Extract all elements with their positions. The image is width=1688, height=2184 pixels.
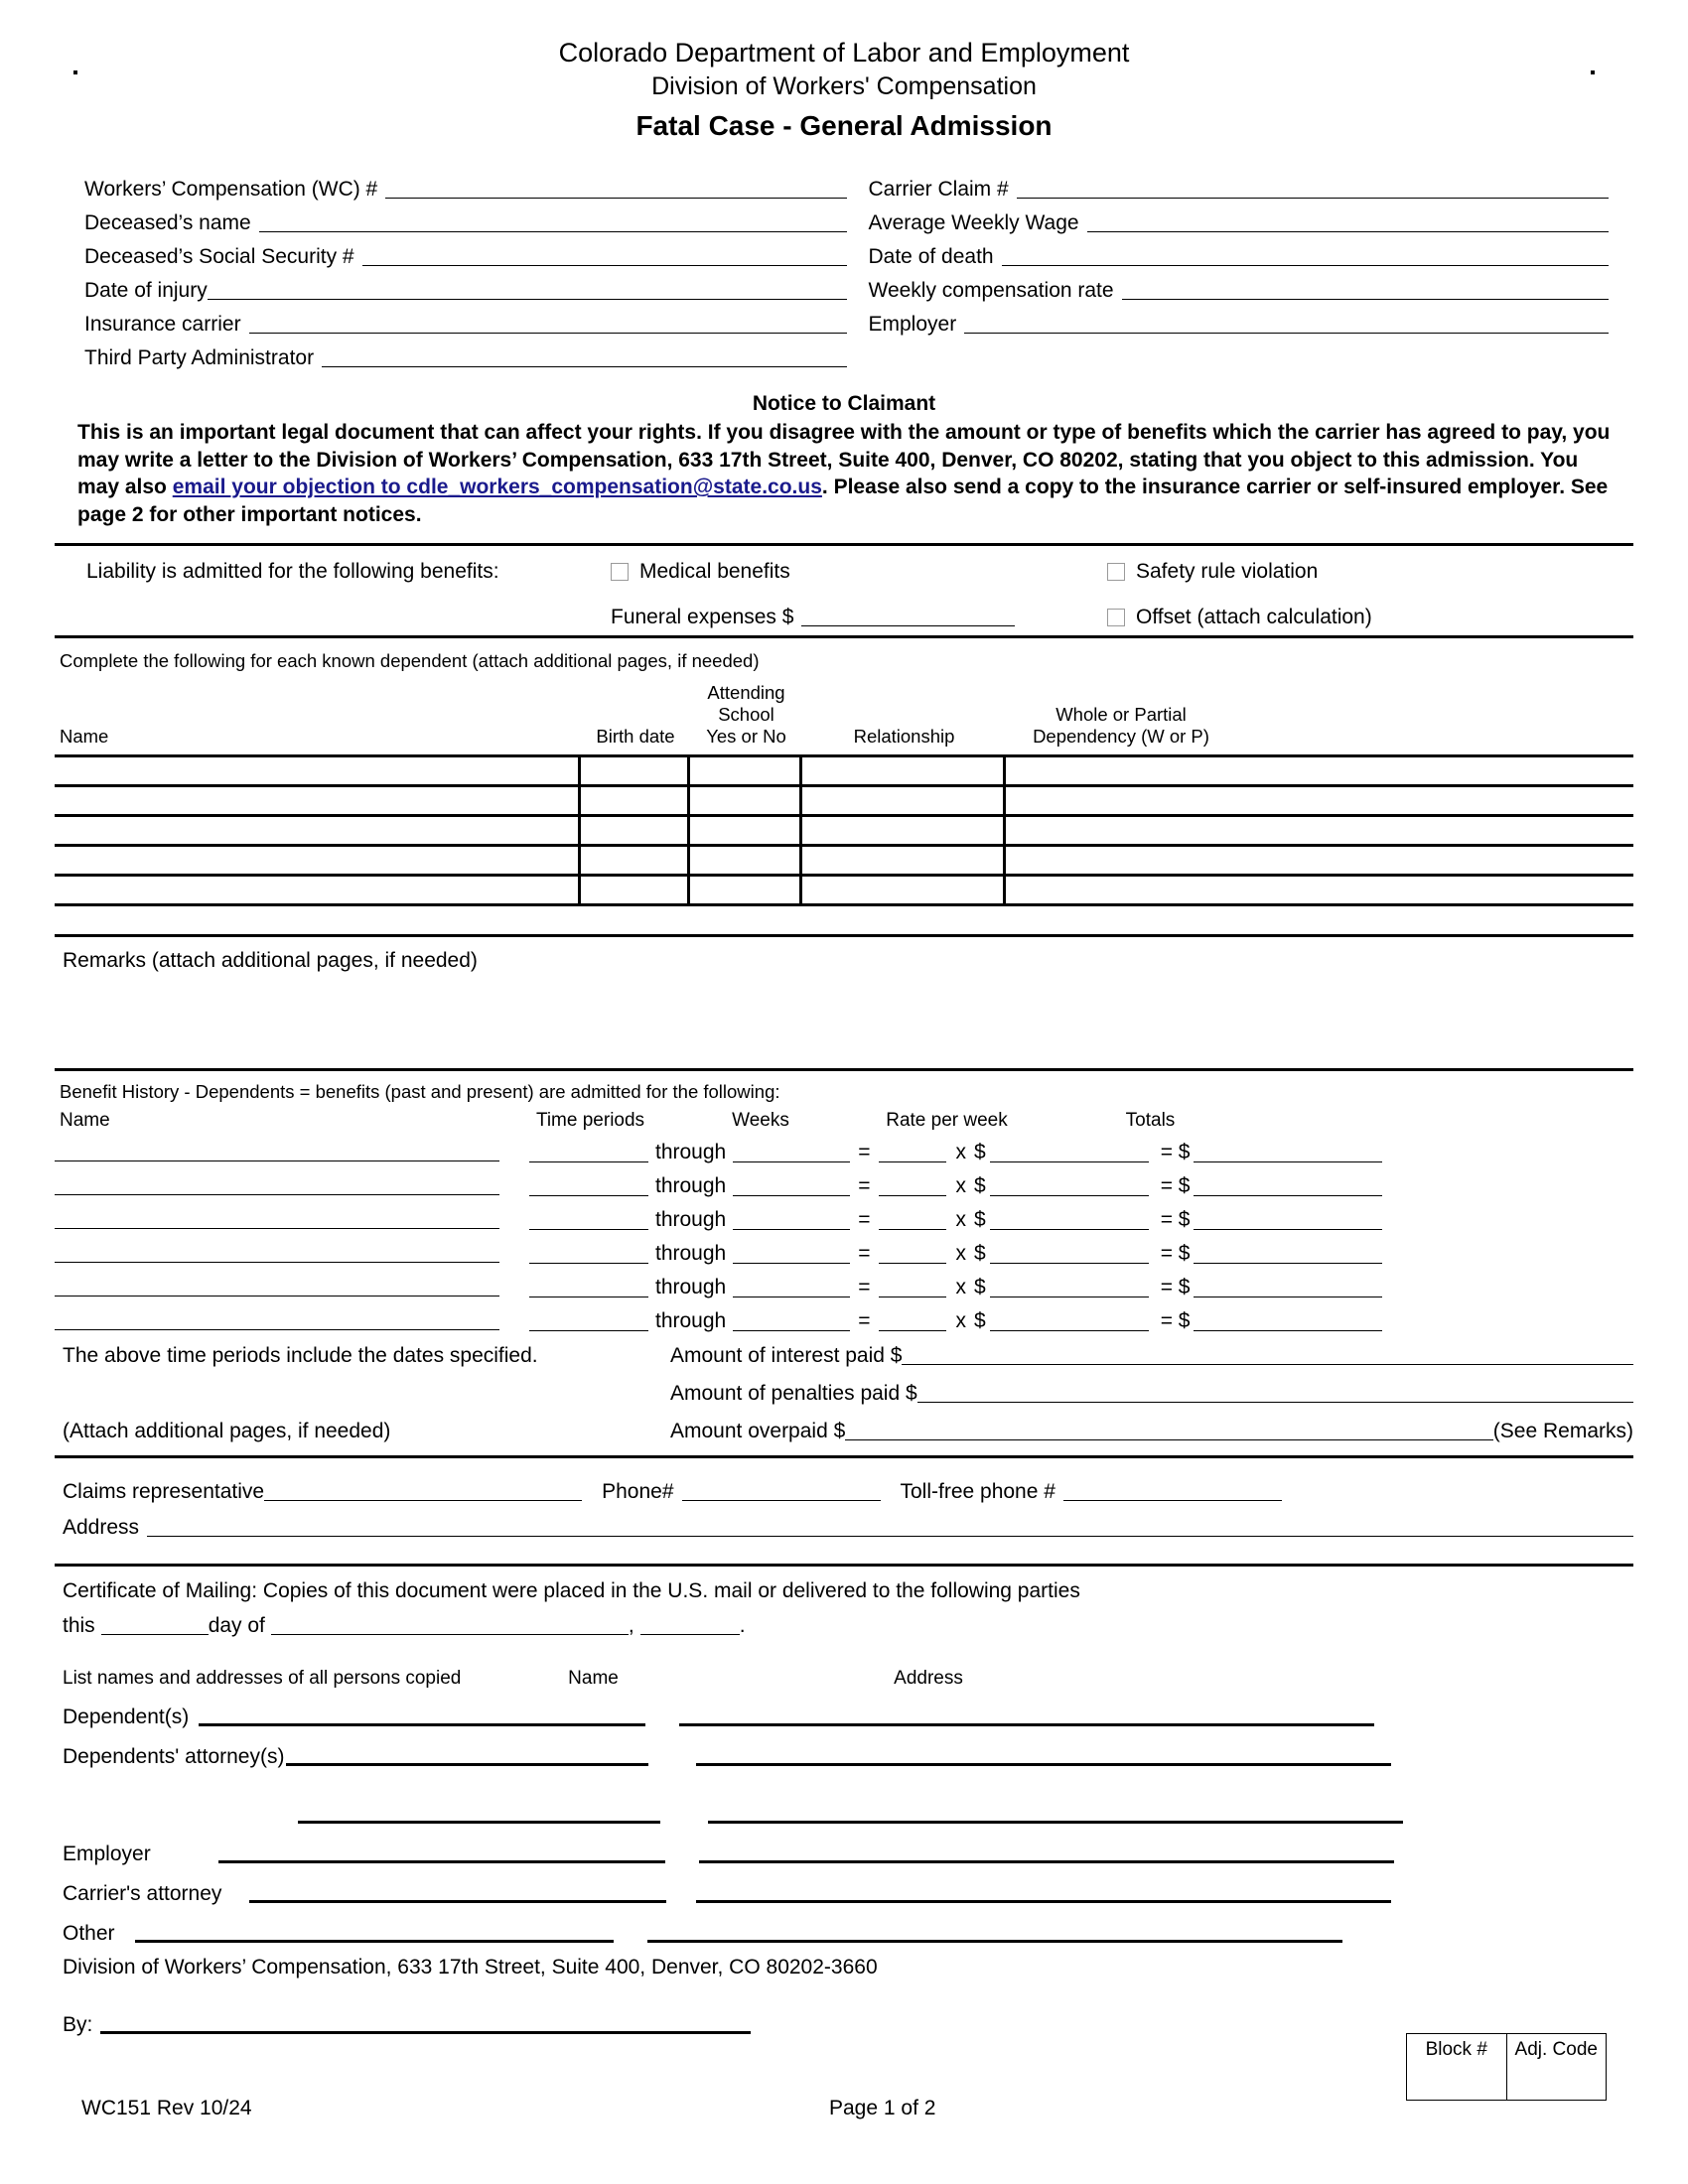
block-number-label[interactable]: Block # (1407, 2034, 1507, 2100)
field-interest-paid[interactable] (670, 1344, 1633, 1368)
dollar-label: $ (974, 1242, 986, 1266)
period-start-input[interactable] (529, 1142, 648, 1162)
cell-dependency[interactable] (1006, 877, 1236, 903)
equals-label: = (858, 1276, 871, 1299)
dollar-label: $ (974, 1141, 986, 1164)
period-start-input[interactable] (529, 1277, 648, 1297)
third-party-administrator-input[interactable] (322, 346, 846, 367)
penalties-paid-input[interactable] (917, 1382, 1633, 1403)
toll-free-input[interactable] (1063, 1480, 1282, 1501)
equals-dollar-label: = $ (1160, 1309, 1191, 1333)
cell-relationship[interactable] (802, 877, 1006, 903)
field-label: Average Weekly Wage (868, 211, 1079, 234)
times-label: x (955, 1208, 966, 1232)
average-weekly-wage-input[interactable] (1087, 211, 1609, 232)
weeks-input[interactable] (879, 1209, 946, 1230)
equals-dollar-label: = $ (1160, 1141, 1191, 1164)
column-header-address: Address (894, 1668, 963, 1690)
copied-row-extra[interactable] (55, 1769, 1633, 1827)
field-label: Employer (868, 313, 957, 336)
cell-name[interactable] (55, 817, 581, 844)
liability-section (55, 546, 1633, 635)
equals-label: = (858, 1174, 871, 1198)
equals-dollar-label: = $ (1160, 1242, 1191, 1266)
this-label: this (63, 1614, 95, 1638)
benefit-name-input[interactable] (55, 1141, 499, 1161)
cell-attending-school[interactable] (690, 817, 802, 844)
rate-input[interactable] (990, 1142, 1149, 1162)
table-row[interactable] (55, 877, 1633, 906)
field-label: Carrier Claim # (868, 178, 1009, 201)
fields-left-column (84, 168, 847, 370)
day-input[interactable] (101, 1614, 209, 1635)
column-header-dependency: Whole or Partial Dependency (W or P) (1033, 703, 1209, 747)
claims-representative-section (55, 1458, 1633, 1564)
dollar-label: $ (974, 1174, 986, 1198)
time-periods-inclusive-note: The above time periods include the dates specified. (63, 1344, 538, 1368)
table-row[interactable] (55, 787, 1633, 817)
dependents-table-body (55, 754, 1633, 906)
cell-name[interactable] (55, 847, 581, 874)
cell-relationship[interactable] (802, 817, 1006, 844)
cell-relationship[interactable] (802, 847, 1006, 874)
amount-label: Amount of interest paid $ (670, 1344, 903, 1368)
notice-text-part2: . Please also send a copy to the insurance carrier or self-insured employer. See page 2 for other important notices. (77, 476, 1609, 527)
rate-input[interactable] (990, 1209, 1149, 1230)
checkbox-icon[interactable] (1107, 563, 1125, 581)
registration-dot-top-right (1591, 70, 1595, 74)
notice-text-part1: This is an important legal document that can affect your rights. If you disagree with the amount or type of benefits which the carrier has agreed to pay, you may write a letter to the Division of Workers’ Compensation, 633 17th Street, Suite 400, Denver, CO 80202, stating that you object to this admission. You may also (77, 421, 1611, 499)
total-input[interactable] (1194, 1209, 1382, 1230)
weeks-input[interactable] (879, 1175, 946, 1196)
certificate-of-mailing-section (55, 1567, 1633, 1638)
benefit-history-footnote-row-3 (55, 1420, 1633, 1443)
times-label: x (955, 1276, 966, 1299)
phone-label: Phone# (602, 1480, 674, 1504)
cell-dependency[interactable] (1006, 787, 1236, 814)
objection-email-link[interactable]: email your objection to cdle_workers_compensation@state.co.us (172, 476, 822, 499)
through-label: through (655, 1174, 727, 1198)
checkbox-icon[interactable] (1107, 609, 1125, 626)
column-header-totals: Totals (1125, 1110, 1176, 1132)
benefit-history-title: Benefit History - Dependents = benefits (past and present) are admitted for the following: (60, 1081, 780, 1103)
wc-number-input[interactable] (385, 178, 846, 199)
total-input[interactable] (1194, 1277, 1382, 1297)
equals-label: = (858, 1141, 871, 1164)
page-number: Page 1 of 2 (829, 2097, 936, 2119)
see-remarks-note: (See Remarks) (1492, 1420, 1633, 1443)
cell-name[interactable] (55, 757, 581, 784)
party-label: Dependent(s) (63, 1706, 190, 1729)
column-header-name: Name (568, 1668, 619, 1690)
equals-label: = (858, 1208, 871, 1232)
column-header-relationship: Relationship (853, 725, 955, 747)
cell-birth-date[interactable] (581, 817, 690, 844)
amount-label: Amount overpaid $ (670, 1420, 846, 1443)
total-input[interactable] (1194, 1142, 1382, 1162)
cell-dependency[interactable] (1006, 757, 1236, 784)
period-start-input[interactable] (529, 1243, 648, 1264)
form-id: WC151 Rev 10/24 (81, 2097, 252, 2119)
carrier-claim-number-input[interactable] (1017, 178, 1609, 199)
checkbox-icon[interactable] (611, 563, 629, 581)
benefit-history-row[interactable] (55, 1267, 1633, 1300)
other-address-input[interactable] (647, 1922, 1342, 1943)
column-header-time-periods: Time periods (535, 1110, 645, 1132)
page-title: Fatal Case - General Admission (635, 110, 1053, 141)
column-header-birth-date: Birth date (596, 725, 675, 747)
field-label: Deceased’s Social Security # (84, 245, 354, 268)
date-of-death-input[interactable] (1002, 245, 1609, 266)
field-date-of-death[interactable] (869, 235, 1610, 269)
benefit-history-row[interactable] (55, 1233, 1633, 1267)
dependents-address-input[interactable] (679, 1706, 1374, 1726)
dollar-label: $ (974, 1309, 986, 1333)
dependents-section (55, 638, 1633, 906)
employer-name-input[interactable] (218, 1843, 665, 1863)
weekly-compensation-rate-input[interactable] (1122, 279, 1609, 300)
field-deceased-name[interactable] (84, 202, 847, 235)
amount-label: Amount of penalties paid $ (670, 1382, 917, 1406)
dependents-name-input[interactable] (199, 1706, 645, 1726)
period-end-input[interactable] (733, 1175, 850, 1196)
cell-relationship[interactable] (802, 787, 1006, 814)
equals-dollar-label: = $ (1160, 1276, 1191, 1299)
field-label: Weekly compensation rate (868, 279, 1114, 302)
benefit-history-row[interactable] (55, 1300, 1633, 1334)
period-end-input[interactable] (733, 1243, 850, 1264)
column-header-name: Name (60, 725, 109, 747)
field-label: Date of injury (84, 279, 208, 302)
dependents-table-header (55, 682, 1633, 747)
through-label: through (655, 1141, 727, 1164)
dollar-label: $ (974, 1208, 986, 1232)
cell-attending-school[interactable] (690, 757, 802, 784)
field-label: Workers’ Compensation (WC) # (84, 178, 378, 201)
adj-code-label[interactable]: Adj. Code (1514, 2039, 1598, 2060)
date-of-injury-input[interactable] (208, 279, 847, 300)
field-label: Date of death (868, 245, 994, 268)
liability-intro-label: Liability is admitted for the following benefits: (86, 559, 499, 583)
extra-address-input[interactable] (708, 1803, 1403, 1824)
insurance-carrier-input[interactable] (249, 313, 847, 334)
period-start-input[interactable] (529, 1310, 648, 1331)
period-end-input[interactable] (733, 1310, 850, 1331)
certificate-date-row (55, 1614, 1633, 1638)
checkbox-label: Safety rule violation (1136, 559, 1319, 583)
checkbox-label: Offset (attach calculation) (1136, 605, 1372, 628)
times-label: x (955, 1174, 966, 1198)
day-of-label: day of (208, 1614, 265, 1638)
period-end-input[interactable] (733, 1277, 850, 1297)
dollar-label: $ (974, 1276, 986, 1299)
column-header-attending-school: Attending School Yes or No (706, 681, 786, 747)
benefit-name-input[interactable] (55, 1276, 499, 1297)
times-label: x (955, 1242, 966, 1266)
claims-rep-input[interactable] (264, 1480, 582, 1501)
through-label: through (655, 1309, 727, 1333)
period-end-input[interactable] (733, 1142, 850, 1162)
address-label: Address (63, 1516, 140, 1540)
remarks-label: Remarks (attach additional pages, if needed) (63, 949, 478, 973)
rate-input[interactable] (990, 1243, 1149, 1264)
notice-heading: Notice to Claimant (752, 392, 936, 415)
party-label: Dependents' attorney(s) (63, 1745, 285, 1769)
benefit-history-footnote-row-1 (55, 1344, 1633, 1368)
employer-input[interactable] (964, 313, 1609, 334)
checkbox-label: Medical benefits (639, 559, 790, 583)
field-wc-number[interactable] (84, 168, 847, 202)
party-label: Employer (63, 1843, 151, 1866)
copied-list-heading: List names and addresses of all persons copied (63, 1668, 462, 1690)
remarks-section (55, 906, 1633, 1068)
table-row[interactable] (55, 757, 1633, 787)
extra-name-input[interactable] (298, 1803, 660, 1824)
table-row[interactable] (55, 847, 1633, 877)
period-start-input[interactable] (529, 1209, 648, 1230)
year-input[interactable] (640, 1614, 740, 1635)
toll-free-label: Toll-free phone # (900, 1480, 1055, 1504)
checkbox-offset[interactable] (1107, 606, 1633, 629)
times-label: x (955, 1141, 966, 1164)
cell-birth-date[interactable] (581, 847, 690, 874)
weeks-input[interactable] (879, 1243, 946, 1264)
cell-birth-date[interactable] (581, 787, 690, 814)
column-header-rate-per-week: Rate per week (886, 1110, 1008, 1132)
field-weekly-compensation-rate[interactable] (869, 269, 1610, 303)
field-label: Insurance carrier (84, 313, 241, 336)
deceased-ssn-input[interactable] (362, 245, 847, 266)
field-label: Third Party Administrator (84, 346, 315, 369)
carrier-attorney-name-input[interactable] (249, 1882, 666, 1903)
party-label: Carrier's attorney (63, 1882, 222, 1906)
rate-input[interactable] (990, 1310, 1149, 1331)
benefit-name-input[interactable] (55, 1208, 499, 1229)
dependents-instruction: Complete the following for each known dependent (attach additional pages, if needed) (60, 649, 760, 671)
funeral-expenses-label: Funeral expenses $ (611, 605, 794, 628)
employer-address-input[interactable] (699, 1843, 1394, 1863)
times-label: x (955, 1309, 966, 1333)
through-label: through (655, 1242, 727, 1266)
field-date-of-injury[interactable] (84, 269, 847, 303)
field-deceased-ssn[interactable] (84, 235, 847, 269)
total-input[interactable] (1194, 1243, 1382, 1264)
copied-row-carrier-attorney[interactable] (55, 1866, 1633, 1906)
copied-row-dependents[interactable] (55, 1690, 1633, 1729)
copied-row-other[interactable] (55, 1906, 1633, 1946)
dependents-attorney-name-input[interactable] (286, 1745, 648, 1766)
rate-input[interactable] (990, 1277, 1149, 1297)
column-header-name: Name (60, 1110, 110, 1132)
month-input[interactable] (271, 1614, 629, 1635)
field-funeral-expenses[interactable] (611, 606, 1107, 629)
document-header (0, 0, 1688, 142)
comma-separator: , (628, 1614, 634, 1638)
field-insurance-carrier[interactable] (84, 303, 847, 337)
field-employer[interactable] (869, 303, 1610, 337)
column-header-weeks: Weeks (732, 1110, 789, 1132)
division-address: Division of Workers’ Compensation, 633 17th Street, Suite 400, Denver, CO 80202-3660 (63, 1956, 878, 1979)
division-name: Division of Workers' Compensation (651, 72, 1037, 100)
weeks-input[interactable] (879, 1142, 946, 1162)
by-label: By: (63, 2013, 93, 2037)
dependents-attorney-address-input[interactable] (696, 1745, 1391, 1766)
total-input[interactable] (1194, 1310, 1382, 1331)
weeks-input[interactable] (879, 1310, 946, 1331)
through-label: through (655, 1208, 727, 1232)
benefit-history-row[interactable] (55, 1199, 1633, 1233)
cell-attending-school[interactable] (690, 877, 802, 903)
liability-row-1 (55, 560, 1633, 584)
cell-attending-school[interactable] (690, 847, 802, 874)
benefit-history-row[interactable] (55, 1132, 1633, 1165)
amount-overpaid-input[interactable] (845, 1420, 1493, 1440)
checkbox-safety-rule-violation[interactable] (1107, 560, 1633, 584)
cell-relationship[interactable] (802, 757, 1006, 784)
rate-input[interactable] (990, 1175, 1149, 1196)
other-name-input[interactable] (135, 1922, 614, 1943)
cell-attending-school[interactable] (690, 787, 802, 814)
registration-dot-top-left (73, 70, 77, 74)
carrier-attorney-address-input[interactable] (696, 1882, 1391, 1903)
field-label: Deceased’s name (84, 211, 251, 234)
benefit-name-input[interactable] (55, 1242, 499, 1263)
claims-rep-label: Claims representative (63, 1480, 265, 1504)
cell-birth-date[interactable] (581, 877, 690, 903)
equals-dollar-label: = $ (1160, 1208, 1191, 1232)
field-average-weekly-wage[interactable] (869, 202, 1610, 235)
table-row[interactable] (55, 817, 1633, 847)
total-input[interactable] (1194, 1175, 1382, 1196)
benefit-history-row[interactable] (55, 1165, 1633, 1199)
copied-row-dependents-attorney[interactable] (55, 1729, 1633, 1769)
benefit-history-header (55, 1110, 1633, 1132)
cell-dependency[interactable] (1006, 847, 1236, 874)
certificate-statement: Certificate of Mailing: Copies of this document were placed in the U.S. mail or delivered to the following parties (63, 1579, 1080, 1603)
copied-row-employer[interactable] (55, 1827, 1633, 1866)
interest-paid-input[interactable] (902, 1344, 1633, 1365)
field-amount-overpaid[interactable] (670, 1420, 1633, 1443)
checkbox-medical-benefits[interactable] (611, 560, 1107, 584)
copied-parties-section (55, 1638, 1633, 2037)
field-carrier-claim-number[interactable] (869, 168, 1610, 202)
attach-pages-note: (Attach additional pages, if needed) (63, 1420, 391, 1443)
benefit-name-input[interactable] (55, 1309, 499, 1330)
page-footer (0, 2025, 1688, 2184)
claims-address-input[interactable] (147, 1516, 1633, 1537)
weeks-input[interactable] (879, 1277, 946, 1297)
cell-dependency[interactable] (1006, 817, 1236, 844)
liability-row-2 (55, 606, 1633, 629)
block-adj-code-box (1406, 2033, 1607, 2101)
through-label: through (655, 1276, 727, 1299)
deceased-name-input[interactable] (259, 211, 847, 232)
field-penalties-paid[interactable] (670, 1382, 1633, 1406)
copied-parties-header (55, 1668, 1633, 1690)
notice-paragraph (77, 419, 1611, 529)
cell-name[interactable] (55, 877, 581, 903)
fields-right-column (847, 168, 1610, 370)
remarks-input[interactable] (55, 973, 1633, 1068)
benefit-history-footnote-row-2 (55, 1382, 1633, 1406)
cell-birth-date[interactable] (581, 757, 690, 784)
equals-label: = (858, 1309, 871, 1333)
claims-address-row (55, 1504, 1633, 1540)
claim-identification-fields (84, 168, 1609, 370)
period-end-input[interactable] (733, 1209, 850, 1230)
period-start-input[interactable] (529, 1175, 648, 1196)
funeral-expenses-input[interactable] (801, 606, 1015, 626)
benefit-history-section (55, 1071, 1633, 1455)
period-separator: . (739, 1614, 746, 1638)
equals-label: = (858, 1242, 871, 1266)
equals-dollar-label: = $ (1160, 1174, 1191, 1198)
phone-input[interactable] (682, 1480, 881, 1501)
benefit-name-input[interactable] (55, 1174, 499, 1195)
party-label: Other (63, 1922, 115, 1946)
field-third-party-administrator[interactable] (84, 337, 847, 370)
cell-name[interactable] (55, 787, 581, 814)
agency-name: Colorado Department of Labor and Employment (558, 38, 1130, 68)
claims-rep-row (55, 1468, 1633, 1504)
